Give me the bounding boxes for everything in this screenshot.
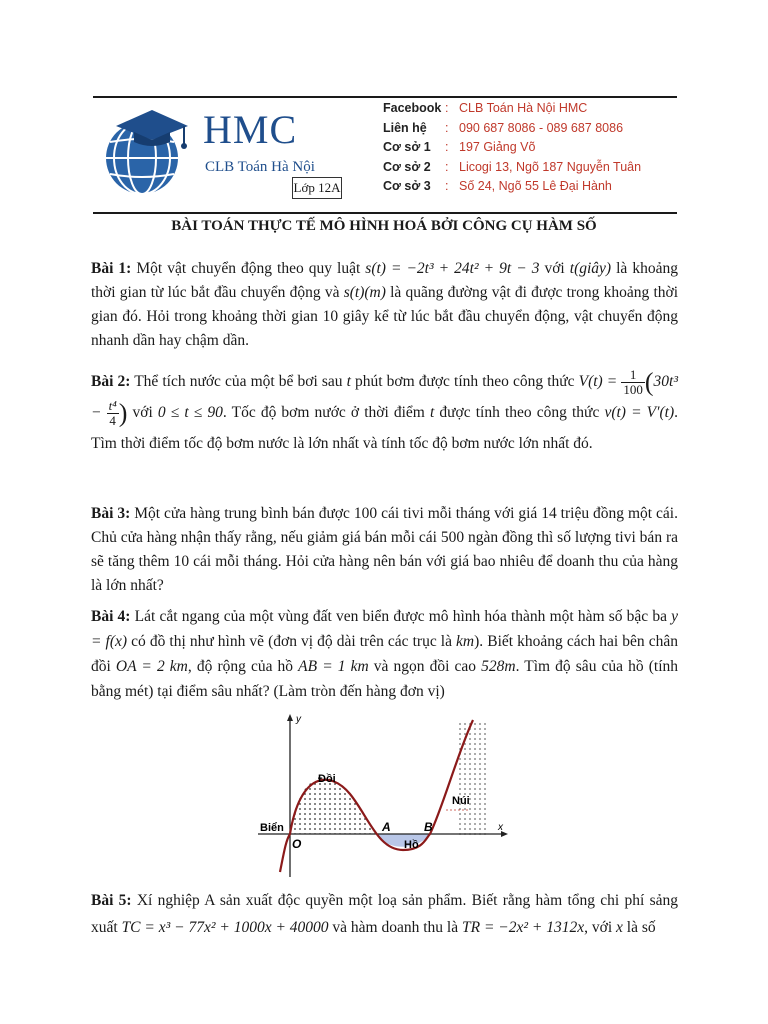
problem-text: , độ rộng của hồ xyxy=(187,658,299,675)
info-value: CLB Toán Hà Nội HMC xyxy=(459,101,588,115)
contact-info xyxy=(383,101,641,199)
document-title: BÀI TOÁN THỰC TẾ MÔ HÌNH HOÁ BỞI CÔNG CỤ HÀM SỐ xyxy=(171,218,597,234)
problem-text: . Tìm thời điểm tốc độ bơm nước là lớn nhất và tính tốc độ bơm nước lớn nhất đó. xyxy=(91,404,679,452)
lake-label: Hồ xyxy=(404,839,419,851)
math-formula: km xyxy=(456,633,475,650)
problem-text: Lát cắt ngang của một vùng đất ven biển được mô hình hóa thành một hàm số bậc ba xyxy=(130,608,672,625)
math-formula: s(t)(m) xyxy=(343,284,386,301)
info-row-facebook xyxy=(383,101,641,121)
problem-text: . Tìm độ sâu của hồ (tính bằng mét) tại điểm sâu nhất? (Làm tròn đến hàng đơn vị) xyxy=(91,658,679,700)
header-top-rule xyxy=(93,96,677,98)
math-formula: OA = 2 km xyxy=(115,658,188,675)
problem-text: và hàm doanh thu là xyxy=(328,919,462,936)
info-colon: : xyxy=(445,179,449,193)
problem-label: Bài 1: xyxy=(91,260,132,277)
math-formula: t xyxy=(346,373,351,390)
math-formula: x xyxy=(616,919,623,936)
problem-text: , với xyxy=(584,919,617,936)
math-formula: v(t) = V′(t) xyxy=(604,404,675,421)
header-bottom-rule xyxy=(93,212,677,214)
problem-text: phút bơm được tính theo công thức xyxy=(350,373,579,390)
fraction-numerator: t⁴ xyxy=(108,397,117,413)
problem-label: Bài 5: xyxy=(91,892,132,909)
problem-text: là số xyxy=(622,919,656,936)
problem-text: được tính theo công thức xyxy=(434,404,605,421)
info-value: Licogi 13, Ngõ 187 Nguyễn Tuân xyxy=(459,159,642,174)
x-axis-label: x xyxy=(498,822,503,833)
mountain-shaded-region xyxy=(458,720,486,835)
problem-text: . Tốc độ bơm nước ở thời điểm xyxy=(222,404,430,421)
problem-3 xyxy=(91,502,678,598)
problem-label: Bài 4: xyxy=(91,608,131,625)
problem-5 xyxy=(91,887,678,941)
cubic-terrain-figure xyxy=(258,712,508,882)
math-formula: y = f(x) xyxy=(91,608,678,650)
origin-label: O xyxy=(292,837,302,851)
info-value: Số 24, Ngõ 55 Lê Đại Hành xyxy=(459,179,612,193)
info-row-contact xyxy=(383,121,641,141)
problem-label: Bài 3: xyxy=(91,505,131,522)
problem-1 xyxy=(91,257,678,353)
globe-graduation-cap-icon xyxy=(98,106,190,198)
mountain-label: Núi xyxy=(452,795,470,807)
logo-subtitle: CLB Toán Hà Nội xyxy=(205,159,315,175)
fraction-denominator: 100 xyxy=(623,381,643,397)
problem-label: Bài 2: xyxy=(91,373,131,390)
problem-text: Thể tích nước của một bể bơi sau xyxy=(130,373,347,390)
logo-title: HMC xyxy=(203,107,298,152)
sea-label: Biển xyxy=(260,822,284,834)
info-label: Facebook xyxy=(383,101,442,115)
info-row-campus-2 xyxy=(383,160,641,180)
math-formula: TR = −2x² + 1312x xyxy=(462,919,585,936)
info-label: Liên hệ xyxy=(383,120,427,135)
info-value: 090 687 8086 - 089 687 8086 xyxy=(459,120,624,135)
info-label: Cơ sở 1 xyxy=(383,140,431,154)
info-value: 197 Giảng Võ xyxy=(459,140,536,154)
y-axis-arrow xyxy=(287,714,293,721)
class-label: Lớp 12A xyxy=(292,177,342,199)
problem-text: Xí nghiệp A sản xuất độc quyền một loạ sản phẩm. Biết rằng hàm tổng chi phí sảng xuất xyxy=(91,892,678,936)
info-colon: : xyxy=(445,159,449,174)
problem-text: với xyxy=(539,260,570,277)
y-axis-label: y xyxy=(296,714,301,725)
math-formula: AB = 1 km xyxy=(298,658,369,675)
problem-text: là quãng đường vật đi được trong khoảng thời gian đó. Hỏi trong khoảng thời gian 10 giây kể từ lúc bắt đầu chuyển động, vật chuyển động nhanh dần hay chậm dần. xyxy=(91,284,679,349)
point-b-label: B xyxy=(424,820,433,834)
problem-text: có đồ thị như hình vẽ (đơn vị độ dài trên các trục là xyxy=(127,633,457,650)
problem-text: Một cửa hàng trung bình bán được 100 cái tivi mỗi tháng với giá 14 triệu đồng một cái. Chủ cửa hàng nhận thấy rằng, nếu giảm giá bán mỗi cái 500 ngàn đồng thì số lượng tivi bán ra sẽ tăng thêm 10 cái mỗi tháng. Hỏi cửa hàng nên bán với giá bao nhiêu để doanh thu của hàng là lớn nhất? xyxy=(91,505,678,594)
math-formula: t(giây) xyxy=(569,260,612,277)
problem-text: và ngọn đồi cao xyxy=(368,658,482,675)
problem-text: với xyxy=(127,404,158,421)
fraction-denominator: 4 xyxy=(109,412,116,428)
problem-text: là khoảng thời gian từ lúc bắt đầu chuyển động và xyxy=(91,260,678,301)
problem-text: Một vật chuyển động theo quy luật xyxy=(131,260,366,277)
info-label: Cơ sở 3 xyxy=(383,179,431,193)
info-colon: : xyxy=(445,101,449,115)
math-formula: TC = x³ − 77x² + 1000x + 40000 xyxy=(121,919,329,936)
fraction-numerator: 1 xyxy=(621,368,645,383)
fraction xyxy=(621,368,645,397)
point-a-label: A xyxy=(382,820,391,834)
info-colon: : xyxy=(445,120,449,135)
math-formula: V(t) = xyxy=(578,373,618,390)
problem-4 xyxy=(91,604,678,704)
fraction xyxy=(107,399,119,428)
info-row-campus-1 xyxy=(383,140,641,160)
math-formula: s(t) = −2t³ + 24t² + 9t − 3 xyxy=(365,260,540,277)
info-label: Cơ sở 2 xyxy=(383,159,431,174)
math-formula: t xyxy=(429,404,435,421)
info-row-campus-3 xyxy=(383,179,641,199)
hill-label: Đồi xyxy=(318,773,336,785)
math-formula: 528m xyxy=(481,658,516,675)
problem-text: ). Biết khoảng cách hai bên chân đồi xyxy=(91,633,679,675)
math-formula: 30t³ − xyxy=(91,373,678,421)
info-colon: : xyxy=(445,140,449,154)
math-formula: 0 ≤ t ≤ 90 xyxy=(157,404,223,421)
problem-2: Bài 2: Thể tích nước của một bể bơi sau t phút bơm được tính theo công thức V(t) = $\frac{1}{100}$ (30t³ − $\frac{\text{t⁴}}{4}$ ) với 0 ≤ t ≤ 90. Tốc độ bơm nước ở thời điểm t được tính theo công thức v(t) = V′(t). Tìm thời điểm tốc độ bơm nước là lớn nhất và tính tốc độ bơm nước lớn nhất đó. xyxy=(91,366,679,452)
